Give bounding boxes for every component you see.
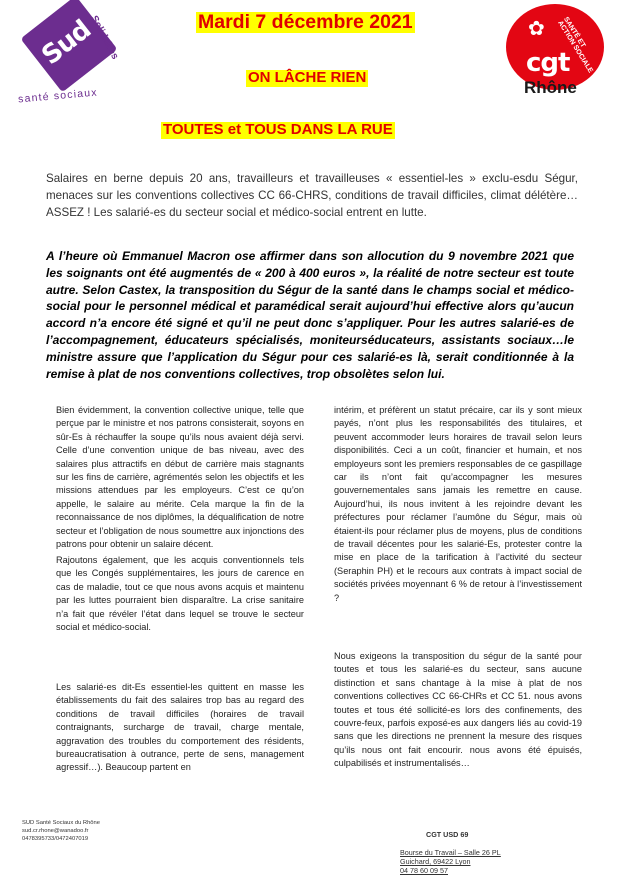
footer-cgt-address[interactable] [400,848,501,876]
left-column-paragraph-1: Bien évidemment, la convention collective unique, telle que perçue par le ministre et nos patrons consisterait, soyons en sûr-Es à réchauffer la soupe qu’ils nous avaient déjà servi. Celle d’une convention unique de bas niveau, avec des salaires plus attractifs en début de carrière mais stagnants sur les fins de carrière, agrémentés selon les objectifs et les missions attendues par les employeurs. C’est ce qu’on appelle, le salaire au mérite. Cela marque la fin de la reconnaissance de nos diplômes, la déqualification de notre secteur et l’obligation de nous soumettre aux injonctions des patrons pour obtenir un salaire décent. [56,405,304,550]
sud-logo-subtitle: santé sociaux [17,86,99,106]
sud-logo [10,6,130,106]
cgt-logo-name: cgt [526,48,570,78]
footer-sud-email[interactable]: sud.cr.rhone@wanadoo.fr [22,828,89,835]
intro-paragraph: Salaires en berne depuis 20 ans, travailleurs et travailleuses « essentiel-les » exclu-esdu Ségur, menaces sur les conventions collectives CC 66-CHRS, conditions de travail difficiles, climat délétère…ASSEZ ! Les salarié-es du secteur social et médico-social entrent en lutte. [46,172,578,219]
cgt-logo-arc-text: SANTÉ ET ACTION SOCIALE [556,16,594,75]
footer-cgt-org: CGT USD 69 [426,830,469,839]
footer-address-line-3[interactable]: 04 78 60 09 57 [400,866,448,876]
sud-logo-side-text: Solidaires [88,14,121,62]
right-column-paragraph-1: intérim, et préfèrent un statut précaire, car ils y sont mieux payés, n’ont plus les responsabilités des titulaires, et peuvent accommoder leurs horaires de travail selon leurs disponibilités. Ceci a un coût, financier et humain, et nos employeurs sont les premiers responsables de ce gaspillage car ils n’ont fait qu’accompagner les mesures gouvernementales sans jamais les remettre en cause. Aujourd’hui, ils nous invitent à les rejoindre devant les préfectures pour réclamer l’aumône du Ségur, mais où étaient-ils pour réclamer plus de moyens, plus de conditions de travail décentes pour les salarié-Es, protester contre la mise en place de la tarification à l’activité du secteur (Seraphin PH) et le recours aux contrats à impact social de sociétés privées moyennant 6 % de retour à l’investissement ? [334,405,582,603]
rose-icon: ✿ [528,18,545,40]
right-column-paragraph-2: Nous exigeons la transposition du ségur de la santé pour toutes et tous les salarié-es du secteur, sans aucune distinction et sans chantage à la mise à plat de nos conventions collectives CC 66-CHRs et CC 51. nous avons toutes et tous été sollicité-es lors des confinements, des couvre-feux, parfois exposé-es aux dangers liés au covid-19 sans que les directions ne prennent la mesure des risques qu’ils nous ont fait encourir. nous avons été épuisés, culpabilisés et instrumentalisés… [334,651,582,769]
footer-sud-name: SUD Santé Sociaux du Rhône [22,820,100,826]
slogan-secondary: TOUTES et TOUS DANS LA RUE [163,121,393,138]
slogan-primary: ON LÂCHE RIEN [248,69,367,86]
footer-address-line-1[interactable]: Bourse du Travail – Salle 26 PL [400,848,501,857]
footer-sud-phone: 0478395733/0472407019 [22,836,89,843]
cgt-logo-region: Rhône [524,78,577,97]
footer-sud-contact [22,819,100,844]
cgt-logo [500,4,612,104]
footer-address-line-2[interactable]: Guichard, 69422 Lyon [400,857,471,867]
statement-paragraph: A l’heure où Emmanuel Macron ose affirmer dans son allocution du 9 novembre 2021 que les soignants ont été augmentés de « 200 à 400 euros », la réalité de notre secteur est toute autre. Selon Castex, la transposition du Ségur de la santé dans le champs social et médico-social pour le personnel médical et paramédical serait aujourd’hui effective alors qu’aucun accord n’a encore été signé et qu’il ne peut donc s’appliquer. Pour les autres salarié-es de l’accompagnement, éducateurs spécialisés, moniteurséducateurs, assistants sociaux…le ministre assure que l’application du Ségur pour ces salarié-es là, serait conditionnée à la remise à plat de nos conventions collectives, trop obsolètes selon lui. [46,249,574,381]
left-column-paragraph-2: Rajoutons également, que les acquis conventionnels tels que les Congés supplémentaires, les jours de carence en cas de maladie, tout ce que nous avons acquis et maintenu par les luttes pourraient bien disparaître. La crise sanitaire n’a fait que révéler l’état dans lequel se trouve le secteur social et médico-social. [56,555,304,633]
left-column-paragraph-3: Les salarié-es dit-Es essentiel-les quittent en masse les établissements du fait des salaires trop bas au regard des conditions de travail difficiles (horaires de travail contraignants, surcharge de travail, charge mentale, aggravation des troubles du comportement des résidents, bureaucratisation à outrance, perte de sens, management agressif…). Beaucoup partent en [56,682,304,773]
sud-logo-name: Sud [36,14,97,72]
event-date: Mardi 7 décembre 2021 [198,11,413,33]
